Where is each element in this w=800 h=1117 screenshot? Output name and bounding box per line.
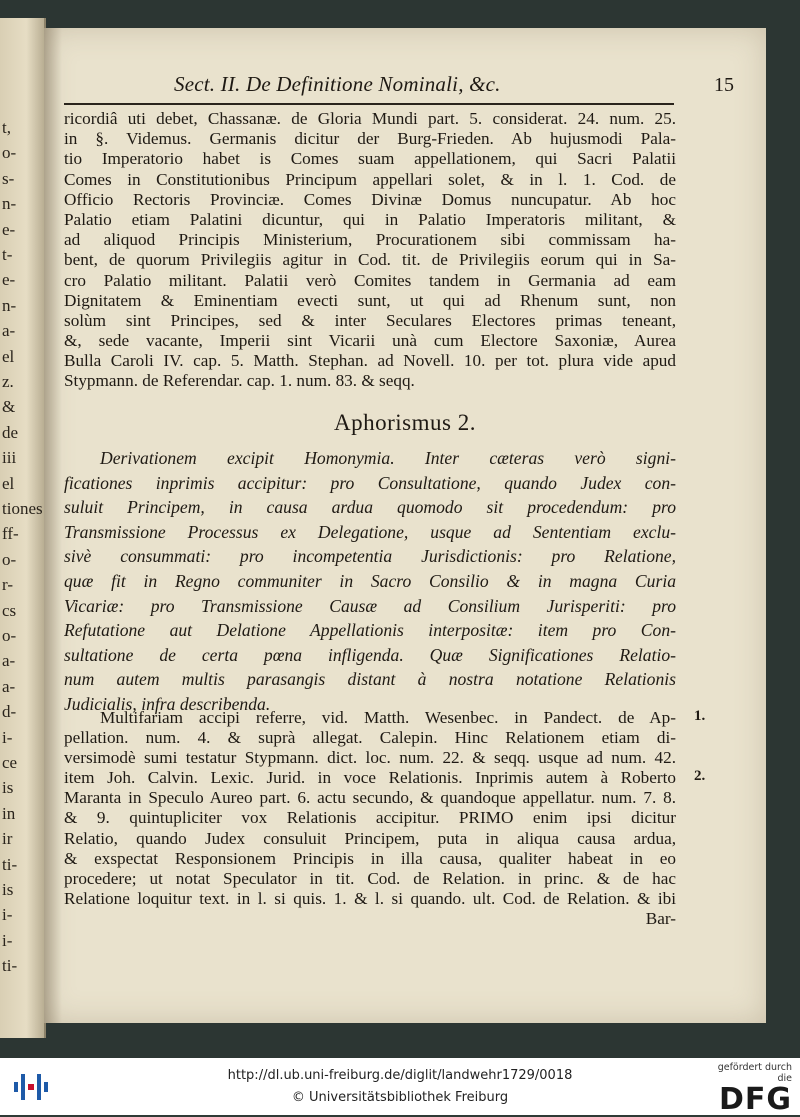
text-line: Dignitatem & Eminentiam evecti sunt, ut qui ad Rhenum sunt, non bbox=[64, 290, 676, 310]
header-title: Sect. II. De Definitione Nominali, &c. bbox=[174, 72, 501, 96]
left-page-fragment: i- bbox=[2, 727, 13, 747]
header-rule bbox=[64, 103, 674, 105]
text-line: ricordiâ uti debet, Chassanæ. de Gloria Mundi part. 5. considerat. 24. num. 25. bbox=[64, 109, 676, 128]
text-line: &, sede vacante, Imperii sint Vicarii unà cum Electore Saxoniæ, Aurea bbox=[64, 331, 676, 351]
left-page-fragment: ff- bbox=[2, 524, 19, 544]
left-page-fragment: z. bbox=[2, 372, 14, 391]
left-page-fragment: in bbox=[2, 803, 16, 823]
left-page-fragment: a- bbox=[2, 321, 16, 341]
text-line: Transmissione Processus ex Delegatione, usque ad Sententiam exclu- bbox=[64, 521, 676, 542]
left-page-fragment: i- bbox=[2, 930, 13, 950]
text-line: Refutatione aut Delatione Appellationis interpositæ: item pro Con- bbox=[64, 620, 676, 641]
paragraph-2 bbox=[64, 446, 676, 717]
dfg-wordmark: DFG bbox=[718, 1082, 792, 1117]
text-line: Multifariam accipi referre, vid. Matth. Wesenbec. in Pandect. de Ap- bbox=[100, 708, 676, 727]
left-page-fragment: & bbox=[2, 397, 16, 417]
margin-note-1: 1. bbox=[694, 708, 706, 724]
left-page-fragment: ir bbox=[2, 829, 13, 849]
left-page-fragment: s- bbox=[2, 168, 15, 188]
left-page-fragment: cs bbox=[2, 600, 17, 620]
left-page-fragment: t- bbox=[2, 245, 13, 264]
text-line: Officio Rectoris Provinciæ. Comes Divinæ Domus nuncupatur. Ab hoc bbox=[64, 189, 676, 209]
text-line: bent, de quorum Privilegiis agitur in Cod. tit. de Privilegiis eorum qui in Sa- bbox=[64, 250, 676, 270]
paragraph-3 bbox=[64, 708, 676, 929]
text-line: solùm sint Principes, sed & inter Seculares Electores primas teneant, bbox=[64, 310, 676, 330]
text-line: num autem multis parasangis distant à nostra notatione Relationis bbox=[64, 669, 676, 690]
dfg-logo bbox=[702, 1062, 792, 1117]
left-page-fragment: ti- bbox=[2, 956, 18, 976]
text-line: sivè consummati: pro incompetentia Jurisdictionis: pro Relatione, bbox=[64, 546, 676, 567]
running-header bbox=[174, 72, 734, 102]
left-page-fragment: ce bbox=[2, 753, 18, 772]
text-line: Bar- bbox=[645, 908, 676, 928]
text-line: tio Imperatorio habet is Comes suam appellationem, qui Sacri Palatii bbox=[64, 149, 676, 169]
text-line: Relatione loquitur text. in l. si quis. 1. & l. si quando. ult. Cod. de Relation. & ibi bbox=[64, 888, 676, 908]
text-line: ad aliquod Principis Ministerium, Procurationem sibi commissam ha- bbox=[64, 230, 676, 250]
text-line: suluit Principem, in causa ardua quomodo sit procedendum: pro bbox=[64, 497, 676, 518]
left-page-fragment: is bbox=[2, 778, 14, 798]
text-line: Bulla Caroli IV. cap. 5. Matth. Stephan. ad Novell. 10. per tot. plura vide apud bbox=[64, 351, 676, 371]
left-page-fragment: tiones bbox=[2, 499, 43, 518]
left-page-fragment: i- bbox=[2, 905, 13, 925]
text-line: procedere; ut notat Speculator in tit. Cod. de Relation. in princ. & de hac bbox=[64, 868, 676, 888]
text-line: versimodè sumi testatur Stypmann. dict. loc. num. 22. & seqq. usque ad num. 42. bbox=[64, 748, 676, 768]
left-page-edge bbox=[0, 18, 46, 1038]
left-page-fragment: a- bbox=[2, 676, 16, 696]
text-line: pellation. num. 4. & suprà allegat. Calepin. Hinc Relationem etiam di- bbox=[64, 728, 676, 748]
left-page-fragment: o- bbox=[2, 549, 17, 569]
page-number: 15 bbox=[714, 74, 734, 96]
footer-copyright: © Universitätsbibliothek Freiburg bbox=[291, 1090, 509, 1105]
footer-bar bbox=[0, 1058, 800, 1115]
text-line: Derivationem excipit Homonymia. Inter cæteras verò signi- bbox=[100, 448, 676, 468]
text-line: Relatio, quando Judex consuluit Principem, puta in aliqua causa ardua, bbox=[64, 828, 676, 848]
text-line: Stypmann. de Referendar. cap. 1. num. 83. & seqq. bbox=[64, 371, 415, 391]
footer-url-link[interactable]: http://dl.ub.uni-freiburg.de/diglit/landwehr1729/0018 bbox=[227, 1068, 573, 1083]
left-page-fragment: o- bbox=[2, 626, 17, 645]
text-line: Vicariæ: pro Transmissione Causæ ad Consilium Jurisperiti: pro bbox=[64, 595, 676, 616]
margin-note-2: 2. bbox=[694, 768, 706, 784]
left-page-fragment: is bbox=[2, 880, 14, 899]
left-page-fragment: o- bbox=[2, 143, 17, 163]
text-line: Judicialis, infra describenda. bbox=[64, 693, 271, 714]
left-page-fragment: n- bbox=[2, 194, 17, 214]
text-line: & 9. quintupliciter vox Relationis accipitur. PRIMO enim ipsi dicitur bbox=[64, 808, 676, 828]
text-line: item Joh. Calvin. Lexic. Jurid. in voce Relationis. Inprimis autem à Roberto bbox=[64, 768, 676, 788]
left-page-fragment: r- bbox=[2, 575, 13, 595]
left-page-fragment: e- bbox=[2, 270, 16, 290]
paragraph-1 bbox=[64, 109, 676, 392]
text-line: Maranta in Speculo Aureo part. 6. actu secundo, & quandoque appellatur. num. 7. 8. bbox=[64, 788, 676, 808]
text-line: ficationes inprimis accipitur: pro Consultatione, quando Judex con- bbox=[64, 472, 676, 493]
left-page-fragment: e- bbox=[2, 219, 16, 239]
text-line: Comes in Constitutionibus Principum appellari solet, & in l. 1. Cod. de bbox=[64, 169, 676, 189]
left-page-fragment: de bbox=[2, 422, 19, 442]
text-line: quæ fit in Regno communiter in Sacro Consilio & in magna Curia bbox=[64, 570, 676, 591]
text-line: Palatio etiam Palatini dicuntur, qui in Palatio Imperatoris militant, & bbox=[64, 209, 676, 229]
left-page-fragment: ti- bbox=[2, 854, 18, 874]
left-page-fragment: t, bbox=[2, 118, 11, 137]
left-page-fragment: el bbox=[2, 346, 15, 366]
book-page bbox=[44, 28, 766, 1023]
aphorism-heading: Aphorismus 2. bbox=[334, 410, 476, 435]
text-line: sultatione de certa pœna infligenda. Quæ Significationes Relatio- bbox=[64, 644, 676, 665]
text-line: & exspectat Responsionem Principis in illa causa, qualiter habeat in eo bbox=[64, 848, 676, 868]
left-page-fragment: a- bbox=[2, 651, 16, 671]
text-line: in §. Videmus. Germanis dicitur der Burg-Frieden. Ab hujusmodi Pala- bbox=[64, 129, 676, 149]
dfg-funding-note: gefördert durch die bbox=[717, 1062, 792, 1084]
left-page-fragment: n- bbox=[2, 295, 17, 315]
left-page-fragment: d- bbox=[2, 702, 17, 722]
text-line: cro Palatio militant. Palatii verò Comites tandem in Germania ad eam bbox=[64, 270, 676, 290]
left-page-fragment: el bbox=[2, 473, 15, 493]
left-page-fragment: iii bbox=[2, 448, 17, 468]
